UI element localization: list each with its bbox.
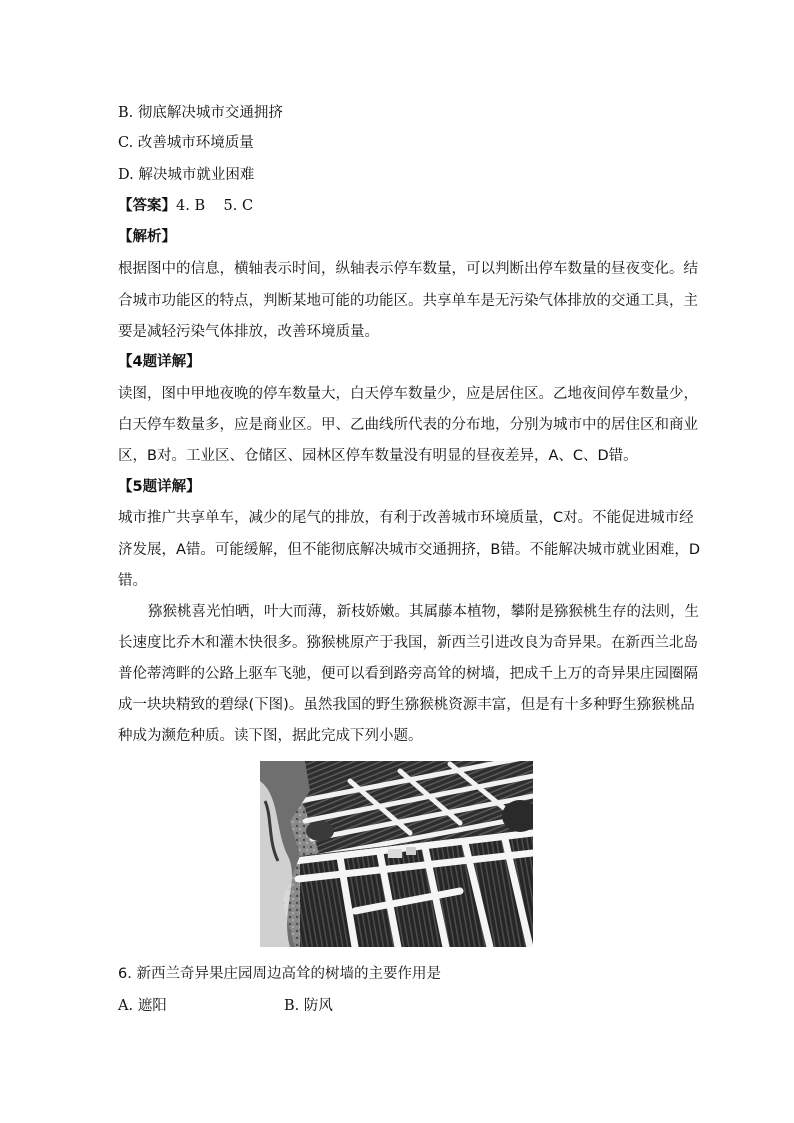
analysis-line-1: 根据图中的信息，横轴表示时间，纵轴表示停车数量，可以判断出停车数量的昼夜变化。结 (118, 261, 698, 277)
passage-line-1: 猕猴桃喜光怕晒，叶大而薄，新枝娇嫩。其属藤本植物，攀附是猕猴桃生存的法则，生 (148, 604, 699, 620)
option-b-prev: B. 彻底解决城市交通拥挤 (118, 105, 283, 121)
option-c-prev: C. 改善城市环境质量 (118, 135, 254, 151)
q5-line-2: 济发展，A错。可能缓解，但不能彻底解决城市交通拥挤，B错。不能解决城市就业困难，D (118, 542, 701, 558)
analysis-line-2: 合城市功能区的特点，判断某地可能的功能区。共享单车是无污染气体排放的交通工具，主 (118, 293, 698, 309)
q4-label: 【4题详解】 (118, 354, 201, 370)
analysis-line-3: 要是减轻污染气体排放，改善环境质量。 (118, 324, 379, 340)
passage-line-3: 普伦蒂湾畔的公路上驱车飞驰，便可以看到路旁高耸的树墙，把成千上万的奇异果庄园圈隔 (118, 666, 698, 682)
q4-line-3: 区，B对。工业区、仓储区、园林区停车数量没有明显的昼夜差异，A、C、D错。 (118, 448, 638, 464)
answer-label: 【答案】 (118, 198, 176, 214)
passage-line-4: 成一块块精致的碧绿(下图)。虽然我国的野生猕猴桃资源丰富，但是有十多种野生猕猴桃品 (118, 697, 695, 713)
q4-line-2: 白天停车数量多，应是商业区。甲、乙曲线所代表的分布地，分别为城市中的居住区和商业 (118, 417, 698, 433)
q4-line-1: 读图，图中甲地夜晚的停车数量大，白天停车数量少，应是居住区。乙地夜间停车数量少， (118, 386, 698, 402)
option-d-prev: D. 解决城市就业困难 (118, 167, 255, 183)
answer-text: 4. B 5. C (176, 198, 254, 214)
q6-stem: 6. 新西兰奇异果庄园周边高耸的树墙的主要作用是 (118, 966, 441, 982)
answer-line (118, 196, 678, 216)
orchard-aerial-photo (260, 761, 533, 947)
passage-line-2: 长速度比乔木和灌木快很多。猕猴桃原产于我国，新西兰引进改良为奇异果。在新西兰北岛 (118, 635, 698, 651)
q6-option-a: A. 遮阳 (118, 998, 167, 1014)
q6-option-b: B. 防风 (284, 998, 333, 1014)
q5-line-3: 错。 (118, 573, 147, 589)
q5-label: 【5题详解】 (118, 479, 201, 495)
analysis-label: 【解析】 (118, 229, 176, 245)
q5-line-1: 城市推广共享单车，减少的尾气的排放，有利于改善城市环境质量，C对。不能促进城市经 (118, 510, 694, 526)
passage-line-5: 种成为濒危种质。读下图，据此完成下列小题。 (118, 728, 423, 744)
